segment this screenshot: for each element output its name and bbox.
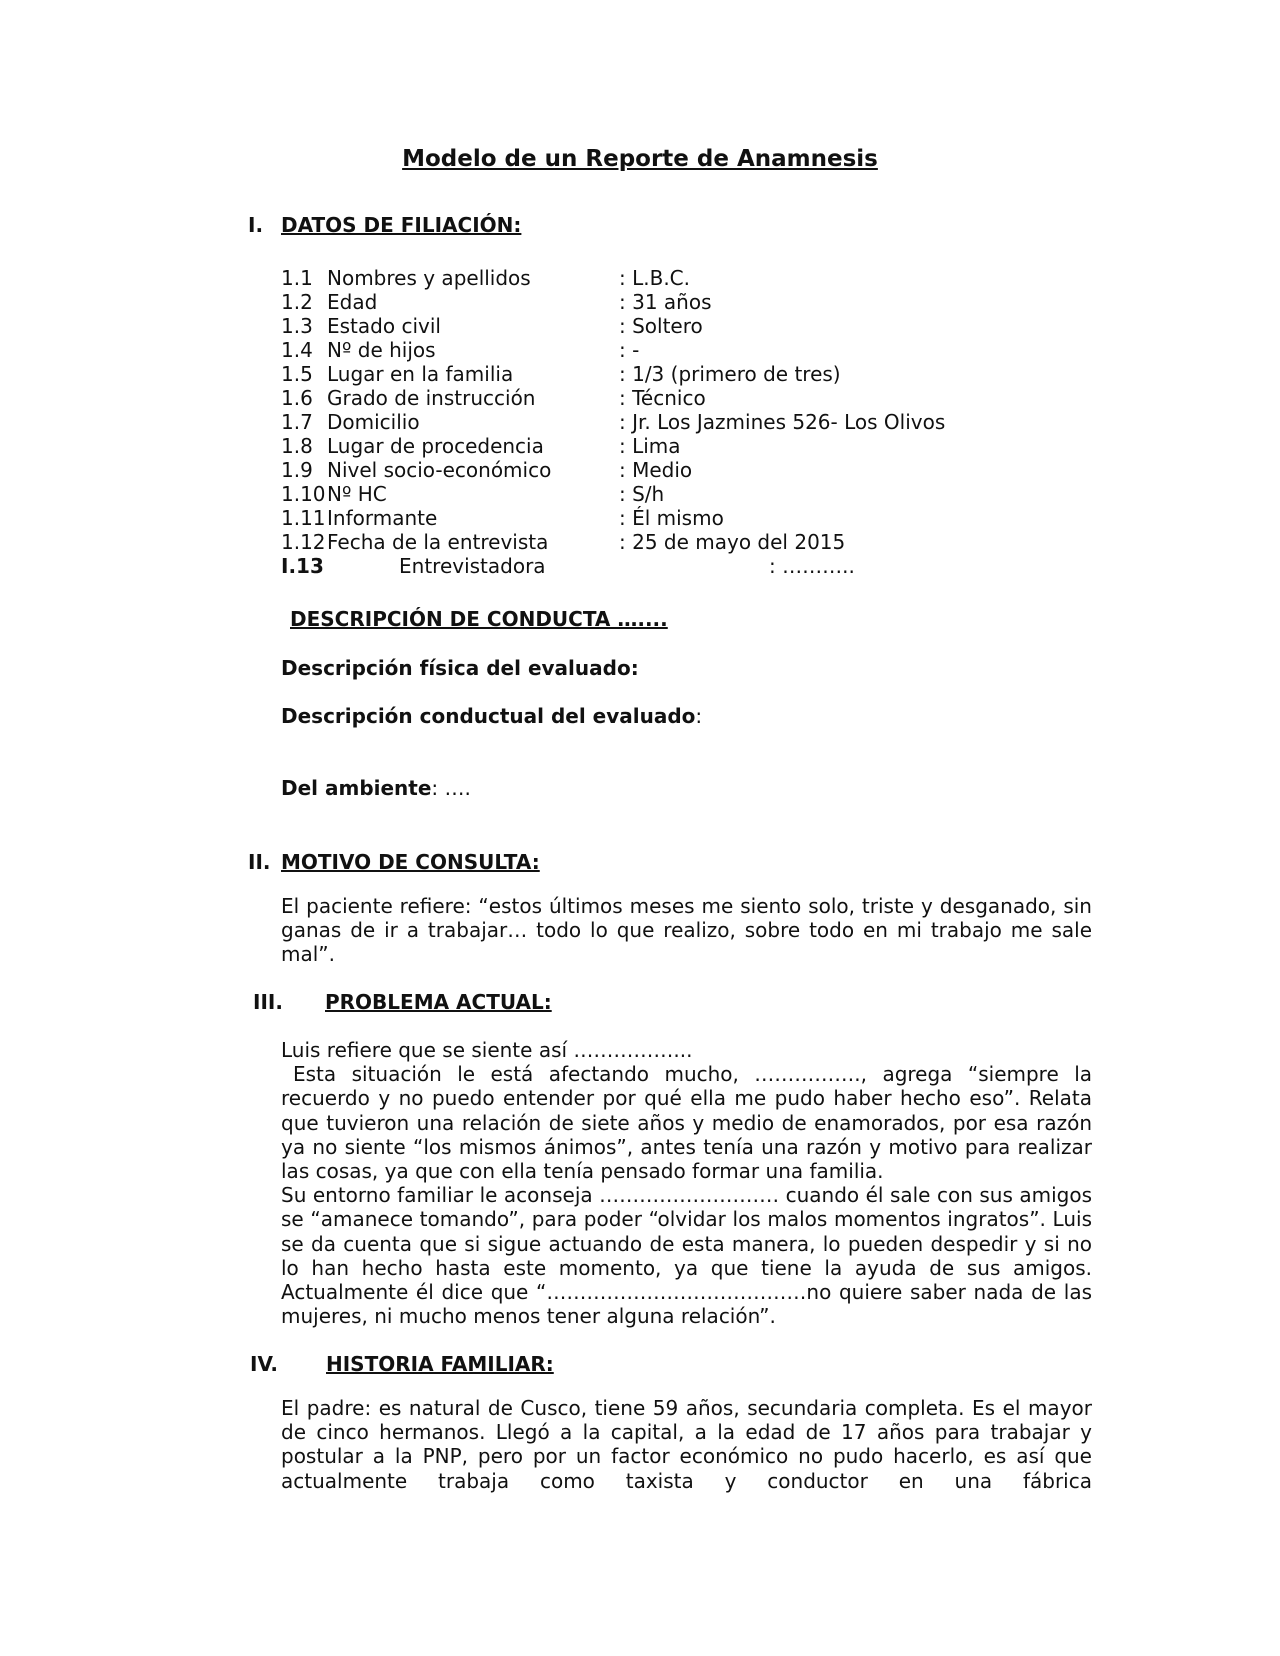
section-number: II. [248,850,271,874]
field-value: : Técnico [619,386,706,410]
field-label: Nivel socio-económico [327,458,552,482]
field-label: Grado de instrucción [327,386,536,410]
field-label: Edad [327,290,378,314]
field-number: I.13 [281,554,324,578]
field-number: 1.3 [281,314,313,338]
field-number: 1.12 [281,530,326,554]
section-number: III. [253,990,283,1014]
field-row [281,362,1041,386]
field-value: : Soltero [619,314,703,338]
field-label: Informante [327,506,438,530]
section-number: I. [248,213,264,237]
field-label: Nº de hijos [327,338,436,362]
field-value: : 25 de mayo del 2015 [619,530,846,554]
field-label: Nombres y apellidos [327,266,531,290]
field-row-entrevistadora [281,554,1041,578]
field-value: : 1/3 (primero de tres) [619,362,841,386]
section-title: HISTORIA FAMILIAR: [326,1352,554,1376]
descripcion-conductual-label [281,704,702,728]
problema-p1: Luis refiere que se siente así ……………... [281,1038,693,1062]
field-label: Entrevistadora [399,554,546,578]
field-number: 1.4 [281,338,313,362]
document-title: Modelo de un Reporte de Anamnesis [402,146,878,172]
field-row [281,338,1041,362]
descripcion-conductual-colon: : [695,704,703,728]
problema-p3: Su entorno familiar le aconseja ……………………… cuando él sale con sus amigos se “amanece tomando”, para poder “olvidar los malos momentos ingratos”. Luis se da cuenta que si sigue actuando de esta manera, lo pueden despedir y si no lo han hecho hasta este momento, ya que tiene la ayuda de sus amigos. Actualmente él dice que “…………………………………no quiere saber nada de las mujeres, ni mucho menos tener alguna relación”. [281,1183,1092,1329]
descripcion-conductual-text: Descripción conductual del evaluado [281,704,696,728]
field-row [281,434,1041,458]
motivo-text: El paciente refiere: “estos últimos meses me siento solo, triste y desganado, sin ganas de ir a trabajar… todo lo que realizo, sobre todo en mi trabajo me sale mal”. [281,894,1092,967]
field-value: : Jr. Los Jazmines 526- Los Olivos [619,410,946,434]
field-value: : Medio [619,458,693,482]
section-number: IV. [250,1352,278,1376]
field-number: 1.7 [281,410,313,434]
field-row [281,458,1041,482]
field-row [281,290,1041,314]
field-number: 1.10 [281,482,326,506]
field-number: 1.6 [281,386,313,410]
field-value: : 31 años [619,290,712,314]
field-row [281,482,1041,506]
descripcion-fisica-label: Descripción física del evaluado: [281,656,639,680]
field-value: : L.B.C. [619,266,690,290]
field-number: 1.2 [281,290,313,314]
section-title: PROBLEMA ACTUAL: [325,990,552,1014]
motivo-paragraph [281,894,1092,967]
ambiente-text: Del ambiente [281,776,432,800]
ambiente-value: : …. [431,776,471,800]
field-label: Fecha de la entrevista [327,530,549,554]
problema-paragraphs [281,1038,1092,1328]
field-label: Lugar de procedencia [327,434,544,458]
field-label: Nº HC [327,482,387,506]
field-row [281,410,1041,434]
problema-p2: Esta situación le está afectando mucho, ……………., agrega “siempre la recuerdo y no puedo entender por qué ella me pudo haber hecho eso”. Relata que tuvieron una relación de siete años y medio de enamorados, por esa razón ya no siente “los mismos ánimos”, antes tenía una razón y motivo para realizar las cosas, ya que con ella tenía pensado formar una familia. [281,1062,1092,1184]
field-row [281,506,1041,530]
ambiente-label [281,776,471,800]
filiation-fields [281,266,1041,578]
field-number: 1.1 [281,266,313,290]
field-value: : Él mismo [619,506,724,530]
field-row [281,266,1041,290]
field-value: : S/h [619,482,665,506]
field-value: : Lima [619,434,681,458]
field-number: 1.11 [281,506,326,530]
field-label: Estado civil [327,314,441,338]
field-number: 1.9 [281,458,313,482]
section-title: MOTIVO DE CONSULTA: [281,850,540,874]
field-row [281,314,1041,338]
conducta-heading: DESCRIPCIÓN DE CONDUCTA ….... [290,607,668,631]
field-value: : - [619,338,640,362]
section-title: DATOS DE FILIACIÓN: [281,213,522,237]
field-number: 1.5 [281,362,313,386]
field-label: Lugar en la familia [327,362,514,386]
field-label: Domicilio [327,410,420,434]
field-row [281,386,1041,410]
field-value: : ……….. [769,554,855,578]
historia-text: El padre: es natural de Cusco, tiene 59 años, secundaria completa. Es el mayor de cinco hermanos. Llegó a la capital, a la edad de 17 años para trabajar y postular a la PNP, pero por un factor económico no pudo hacerlo, es así que actualmente trabaja como taxista y conductor en una fábrica [281,1396,1092,1493]
field-row [281,530,1041,554]
historia-paragraph [281,1396,1092,1493]
field-number: 1.8 [281,434,313,458]
